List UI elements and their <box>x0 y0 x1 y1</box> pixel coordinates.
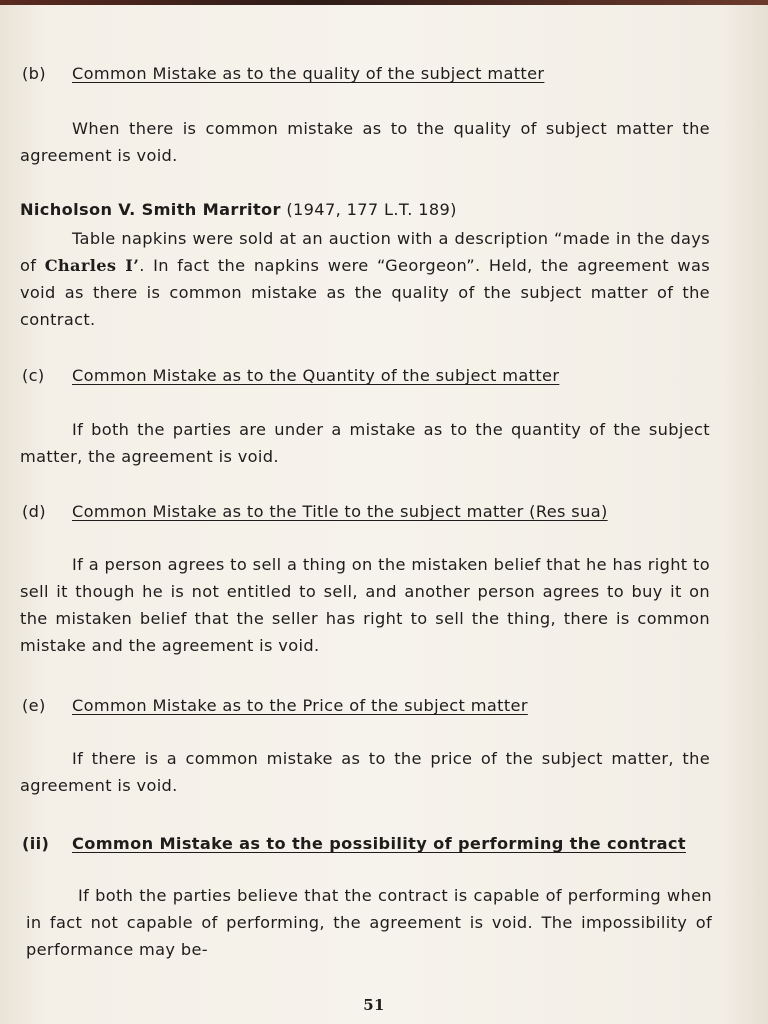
heading-title: Common Mistake as to the Title to the subject matter (Res sua) <box>72 502 608 521</box>
paragraph-d: If a person agrees to sell a thing on the mistaken belief that he has right to sell it though he is not entitled to sell, and another person agrees to buy it on the mistaken belief that the seller has right to sell the thing, there is common mistake and the agreement is void. <box>20 555 710 655</box>
heading-marker: (b) <box>22 64 46 83</box>
heading-d <box>22 498 728 525</box>
heading-title: Common Mistake as to the Price of the subject matter <box>72 696 528 715</box>
case-body-start: Table napkins were sold at an auction with a description “made in the days of <box>20 229 710 275</box>
case-name: Nicholson V. Smith Marritor <box>20 200 281 219</box>
heading-ii <box>22 830 728 857</box>
case-body <box>20 225 710 333</box>
heading-b <box>22 60 728 87</box>
heading-title: Common Mistake as to the Quantity of the subject matter <box>72 366 560 385</box>
paragraph-ii: If both the parties believe that the contract is capable of performing when in fact not capable of performing, the agreement is void. The impossibility of performance may be- <box>26 886 712 959</box>
heading-marker: (c) <box>22 366 45 385</box>
case-paragraph <box>20 196 710 223</box>
page-number: 51 <box>363 996 385 1014</box>
case-body-end: . In fact the napkins were “Georgeon”. Held, the agreement was void as there is common mistake as the quality of the subject matter of the contract. <box>20 256 710 329</box>
heading-title: Common Mistake as to the possibility of performing the contract <box>72 834 686 853</box>
heading-marker: (d) <box>22 502 46 521</box>
heading-marker: (ii) <box>22 834 50 853</box>
paragraph-b: When there is common mistake as to the quality of subject matter the agreement is void. <box>20 119 710 165</box>
heading-title: Common Mistake as to the quality of the subject matter <box>72 64 545 83</box>
heading-marker: (e) <box>22 696 46 715</box>
case-emphasis: Charles I’ <box>44 256 140 275</box>
paragraph-e: If there is a common mistake as to the price of the subject matter, the agreement is void. <box>20 749 710 795</box>
case-citation: (1947, 177 L.T. 189) <box>286 200 457 219</box>
heading-c <box>22 362 728 389</box>
page-top-edge <box>0 0 768 5</box>
paragraph-c: If both the parties are under a mistake as to the quantity of the subject matter, the agreement is void. <box>20 420 710 466</box>
heading-e <box>22 692 728 719</box>
